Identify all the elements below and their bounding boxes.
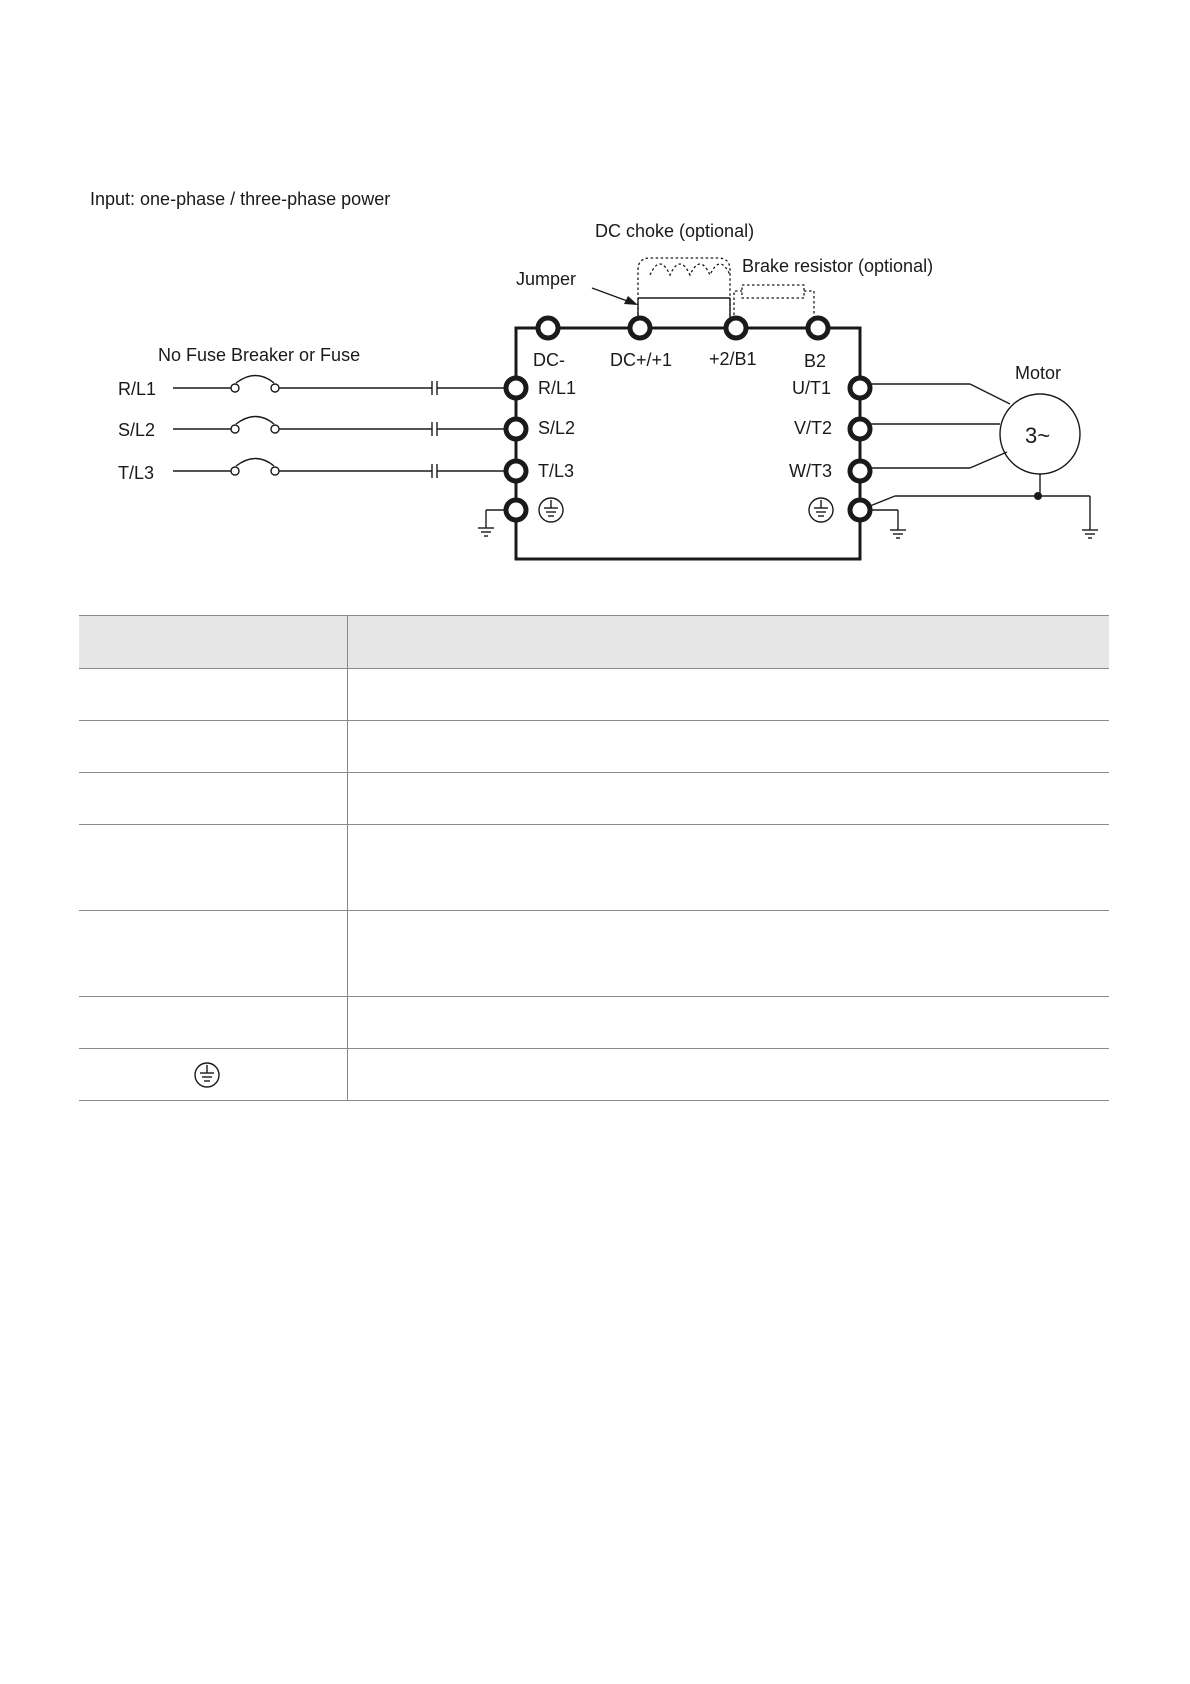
top-terminal-label: B2: [804, 351, 827, 371]
table-cell: [79, 669, 348, 721]
motor-label: Motor: [1015, 363, 1062, 383]
right-terminal-label: W/T3: [789, 461, 832, 481]
table-cell: [348, 721, 1110, 773]
terminal-u-t1: [850, 378, 870, 398]
ground-icon: [890, 530, 906, 538]
table-cell: [79, 825, 348, 911]
dc-choke-label: DC choke (optional): [595, 221, 755, 241]
left-terminal-label: S/L2: [538, 418, 576, 438]
terminal-ground-right: [850, 500, 870, 520]
top-terminal-label: DC-: [533, 350, 565, 370]
table-cell-ground: [79, 1049, 348, 1101]
table-row: [79, 825, 1109, 911]
terminal-b2: [808, 318, 828, 338]
jumper-label: Jumper: [516, 269, 577, 289]
table-cell: [348, 669, 1110, 721]
terminal-dc-plus: [630, 318, 650, 338]
protective-earth-icon: [809, 498, 833, 522]
table-cell: [348, 911, 1110, 997]
wiring-diagram: [0, 0, 1190, 600]
protective-earth-icon: [193, 1061, 221, 1094]
input-line-label: T/L3: [118, 463, 155, 483]
table-header-cell: [79, 616, 348, 669]
table-cell: [79, 911, 348, 997]
motor-symbol: 3~: [1025, 423, 1051, 448]
table-cell: [79, 721, 348, 773]
table-row: [79, 669, 1109, 721]
terminal-s-l2: [506, 419, 526, 439]
input-title: Input: one-phase / three-phase power: [90, 189, 391, 209]
table-cell: [348, 825, 1110, 911]
left-terminal-label: R/L1: [538, 378, 577, 398]
breaker-label: No Fuse Breaker or Fuse: [158, 345, 361, 365]
protective-earth-icon: [539, 498, 563, 522]
ground-icon: [478, 510, 506, 536]
terminal-b1: [726, 318, 746, 338]
input-wiring: [173, 376, 508, 479]
table-cell: [348, 997, 1110, 1049]
table-header-row: [79, 616, 1109, 669]
table-cell: [348, 773, 1110, 825]
table-cell: [79, 997, 348, 1049]
terminal-v-t2: [850, 419, 870, 439]
table-row: [79, 997, 1109, 1049]
table-header-cell: [348, 616, 1110, 669]
terminal-w-t3: [850, 461, 870, 481]
left-terminal-label: T/L3: [538, 461, 575, 481]
right-terminal-label: V/T2: [794, 418, 833, 438]
table-cell: [79, 773, 348, 825]
terminal-dc-minus: [538, 318, 558, 338]
terminal-r-l1: [506, 378, 526, 398]
jumper-arrowhead: [624, 296, 638, 305]
table-row: [79, 721, 1109, 773]
table-cell: [348, 1049, 1110, 1101]
input-line-label: S/L2: [118, 420, 156, 440]
jumper-arrow-line: [592, 288, 630, 302]
table-row: [79, 1049, 1109, 1101]
terminal-ground-left: [506, 500, 526, 520]
brake-resistor-label: Brake resistor (optional): [742, 256, 934, 276]
top-terminal-label: DC+/+1: [610, 350, 673, 370]
ground-icon: [1082, 530, 1098, 538]
dc-choke-icon: [638, 258, 730, 320]
table-row: [79, 911, 1109, 997]
terminal-description-table: [79, 615, 1109, 1101]
terminal-t-l3: [506, 461, 526, 481]
brake-resistor-icon: [734, 285, 814, 320]
input-line-label: R/L1: [118, 379, 157, 399]
top-terminal-label: +2/B1: [709, 349, 757, 369]
table-row: [79, 773, 1109, 825]
output-wiring: [870, 384, 1090, 530]
right-terminal-label: U/T1: [792, 378, 832, 398]
